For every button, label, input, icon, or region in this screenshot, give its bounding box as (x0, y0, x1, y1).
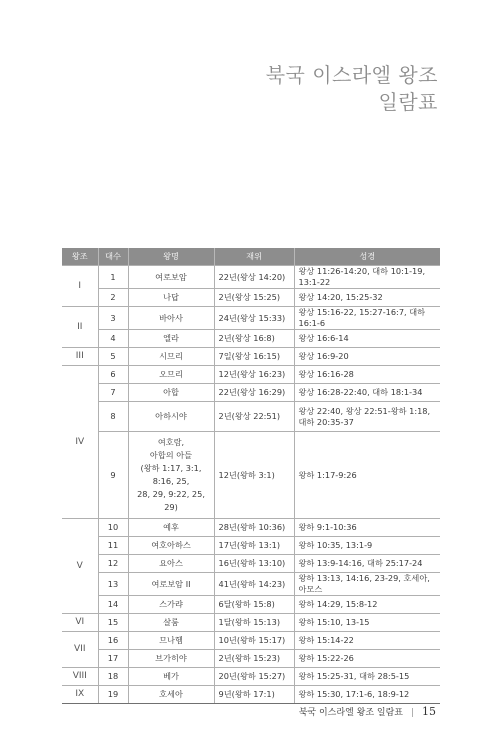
king-name-line1: 여호람, (157, 437, 185, 447)
king-name: 예후 (128, 519, 214, 537)
king-name: 브가히야 (128, 650, 214, 668)
header-number: 대수 (98, 248, 128, 266)
table-row (62, 330, 440, 348)
king-name: 여로보암 II (128, 573, 214, 596)
dynasty-cell: VII (62, 632, 98, 668)
scripture-ref-line2: 대하 20:35-37 (298, 416, 354, 427)
table-row (62, 266, 440, 289)
king-name: 아하시야 (128, 402, 214, 432)
king-name: 요아스 (128, 555, 214, 573)
reign-years: 7일(왕상 16:15) (214, 348, 294, 366)
reign-years: 41년(왕하 14:23) (214, 573, 294, 596)
scripture-ref: 왕상 14:20, 15:25-32 (294, 289, 440, 307)
king-name-line4: 28, 29, 9:22, 25, 29) (137, 489, 205, 512)
king-number: 7 (98, 384, 128, 402)
scripture-ref: 왕하 15:10, 13-15 (294, 614, 440, 632)
king-name: 호세아 (128, 686, 214, 704)
king-name: 엘라 (128, 330, 214, 348)
reign-years: 12년(왕하 3:1) (214, 432, 294, 519)
table-row (62, 614, 440, 632)
reign-years: 2년(왕하 15:23) (214, 650, 294, 668)
king-name: 오므리 (128, 366, 214, 384)
scripture-ref: 왕상 16:16-28 (294, 366, 440, 384)
scripture-ref: 왕하 1:17-9:26 (294, 432, 440, 519)
king-number: 15 (98, 614, 128, 632)
reign-years: 10년(왕하 15:17) (214, 632, 294, 650)
scripture-ref: 왕하 13:9-14:16, 대하 25:17-24 (294, 555, 440, 573)
king-name: 시므리 (128, 348, 214, 366)
running-title: 북국 이스라엘 왕조 일람표 (298, 708, 403, 718)
page-title (266, 62, 438, 116)
reign-years: 22년(왕상 14:20) (214, 266, 294, 289)
table-row (62, 686, 440, 704)
scripture-ref: 왕하 15:30, 17:1-6, 18:9-12 (294, 686, 440, 704)
king-number: 1 (98, 266, 128, 289)
king-number: 16 (98, 632, 128, 650)
table-row (62, 596, 440, 614)
table-row (62, 650, 440, 668)
reign-years: 2년(왕상 15:25) (214, 289, 294, 307)
king-name-line3: (왕하 1:17, 3:1, 8:16, 25, (140, 463, 202, 486)
page-number: 15 (422, 705, 436, 718)
header-dynasty: 왕조 (62, 248, 98, 266)
king-name: 여로보암 (128, 266, 214, 289)
page-title-line1: 북국 이스라엘 왕조 (265, 63, 438, 87)
dynasty-cell: IX (62, 686, 98, 704)
scripture-ref: 왕하 15:22-26 (294, 650, 440, 668)
page-title-line2: 일람표 (378, 90, 438, 114)
scripture-ref: 왕상 15:16-22, 15:27-16:7, 대하 16:1-6 (294, 307, 440, 330)
table-row (62, 519, 440, 537)
table-row (62, 573, 440, 596)
king-number: 11 (98, 537, 128, 555)
dynasty-cell: V (62, 519, 98, 614)
king-number: 10 (98, 519, 128, 537)
reign-years: 24년(왕상 15:33) (214, 307, 294, 330)
king-number: 8 (98, 402, 128, 432)
footer-separator: | (410, 708, 414, 718)
king-number: 9 (98, 432, 128, 519)
reign-years: 20년(왕하 15:27) (214, 668, 294, 686)
reign-years: 17년(왕하 13:1) (214, 537, 294, 555)
king-number: 4 (98, 330, 128, 348)
header-reign: 재위 (214, 248, 294, 266)
scripture-ref: 왕상 16:6-14 (294, 330, 440, 348)
scripture-ref: 왕하 14:29, 15:8-12 (294, 596, 440, 614)
king-number: 14 (98, 596, 128, 614)
king-name-line2: 아합의 아들 (149, 450, 193, 460)
dynasty-cell: II (62, 307, 98, 348)
scripture-ref: 왕하 10:35, 13:1-9 (294, 537, 440, 555)
table-header-row (62, 248, 440, 266)
reign-years: 2년(왕상 16:8) (214, 330, 294, 348)
page-footer (0, 705, 436, 718)
table-row (62, 432, 440, 519)
king-number: 17 (98, 650, 128, 668)
table-row (62, 307, 440, 330)
dynasty-cell: VI (62, 614, 98, 632)
scripture-ref: 왕하 9:1-10:36 (294, 519, 440, 537)
scripture-ref: 왕상 16:9-20 (294, 348, 440, 366)
scripture-ref: 왕하 13:13, 14:16, 23-29, 호세아, 아모스 (294, 573, 440, 596)
header-scripture: 성경 (294, 248, 440, 266)
table-row (62, 632, 440, 650)
reign-years: 12년(왕상 16:23) (214, 366, 294, 384)
table-row (62, 289, 440, 307)
scripture-ref-line1: 왕상 22:40, 왕상 22:51-왕하 1:18, (298, 405, 431, 416)
king-name: 아합 (128, 384, 214, 402)
table-row (62, 555, 440, 573)
dynasty-cell: I (62, 266, 98, 307)
scripture-ref: 왕하 15:25-31, 대하 28:5-15 (294, 668, 440, 686)
king-number: 3 (98, 307, 128, 330)
king-name: 나답 (128, 289, 214, 307)
reign-years: 2년(왕상 22:51) (214, 402, 294, 432)
king-name (128, 432, 214, 519)
reign-years: 1달(왕하 15:13) (214, 614, 294, 632)
king-number: 6 (98, 366, 128, 384)
dynasty-cell: IV (62, 366, 98, 519)
scripture-ref: 왕상 11:26-14:20, 대하 10:1-19, 13:1-22 (294, 266, 440, 289)
king-name: 바아사 (128, 307, 214, 330)
header-king: 왕명 (128, 248, 214, 266)
king-number: 19 (98, 686, 128, 704)
dynasty-cell: VIII (62, 668, 98, 686)
dynasty-cell: III (62, 348, 98, 366)
king-number: 12 (98, 555, 128, 573)
scripture-ref (294, 402, 440, 432)
reign-years: 16년(왕하 13:10) (214, 555, 294, 573)
table-row (62, 668, 440, 686)
king-name: 스가랴 (128, 596, 214, 614)
table-row (62, 384, 440, 402)
king-name: 베가 (128, 668, 214, 686)
king-name: 살룸 (128, 614, 214, 632)
scripture-ref: 왕상 16:28-22:40, 대하 18:1-34 (294, 384, 440, 402)
table-row (62, 348, 440, 366)
kings-table (62, 248, 440, 704)
king-number: 2 (98, 289, 128, 307)
king-number: 13 (98, 573, 128, 596)
reign-years: 28년(왕하 10:36) (214, 519, 294, 537)
scripture-ref: 왕하 15:14-22 (294, 632, 440, 650)
reign-years: 22년(왕상 16:29) (214, 384, 294, 402)
reign-years: 9년(왕하 17:1) (214, 686, 294, 704)
king-number: 18 (98, 668, 128, 686)
table-row (62, 402, 440, 432)
table-row (62, 537, 440, 555)
table-row (62, 366, 440, 384)
king-number: 5 (98, 348, 128, 366)
king-name: 므나헴 (128, 632, 214, 650)
reign-years: 6달(왕하 15:8) (214, 596, 294, 614)
king-name: 여호아하스 (128, 537, 214, 555)
